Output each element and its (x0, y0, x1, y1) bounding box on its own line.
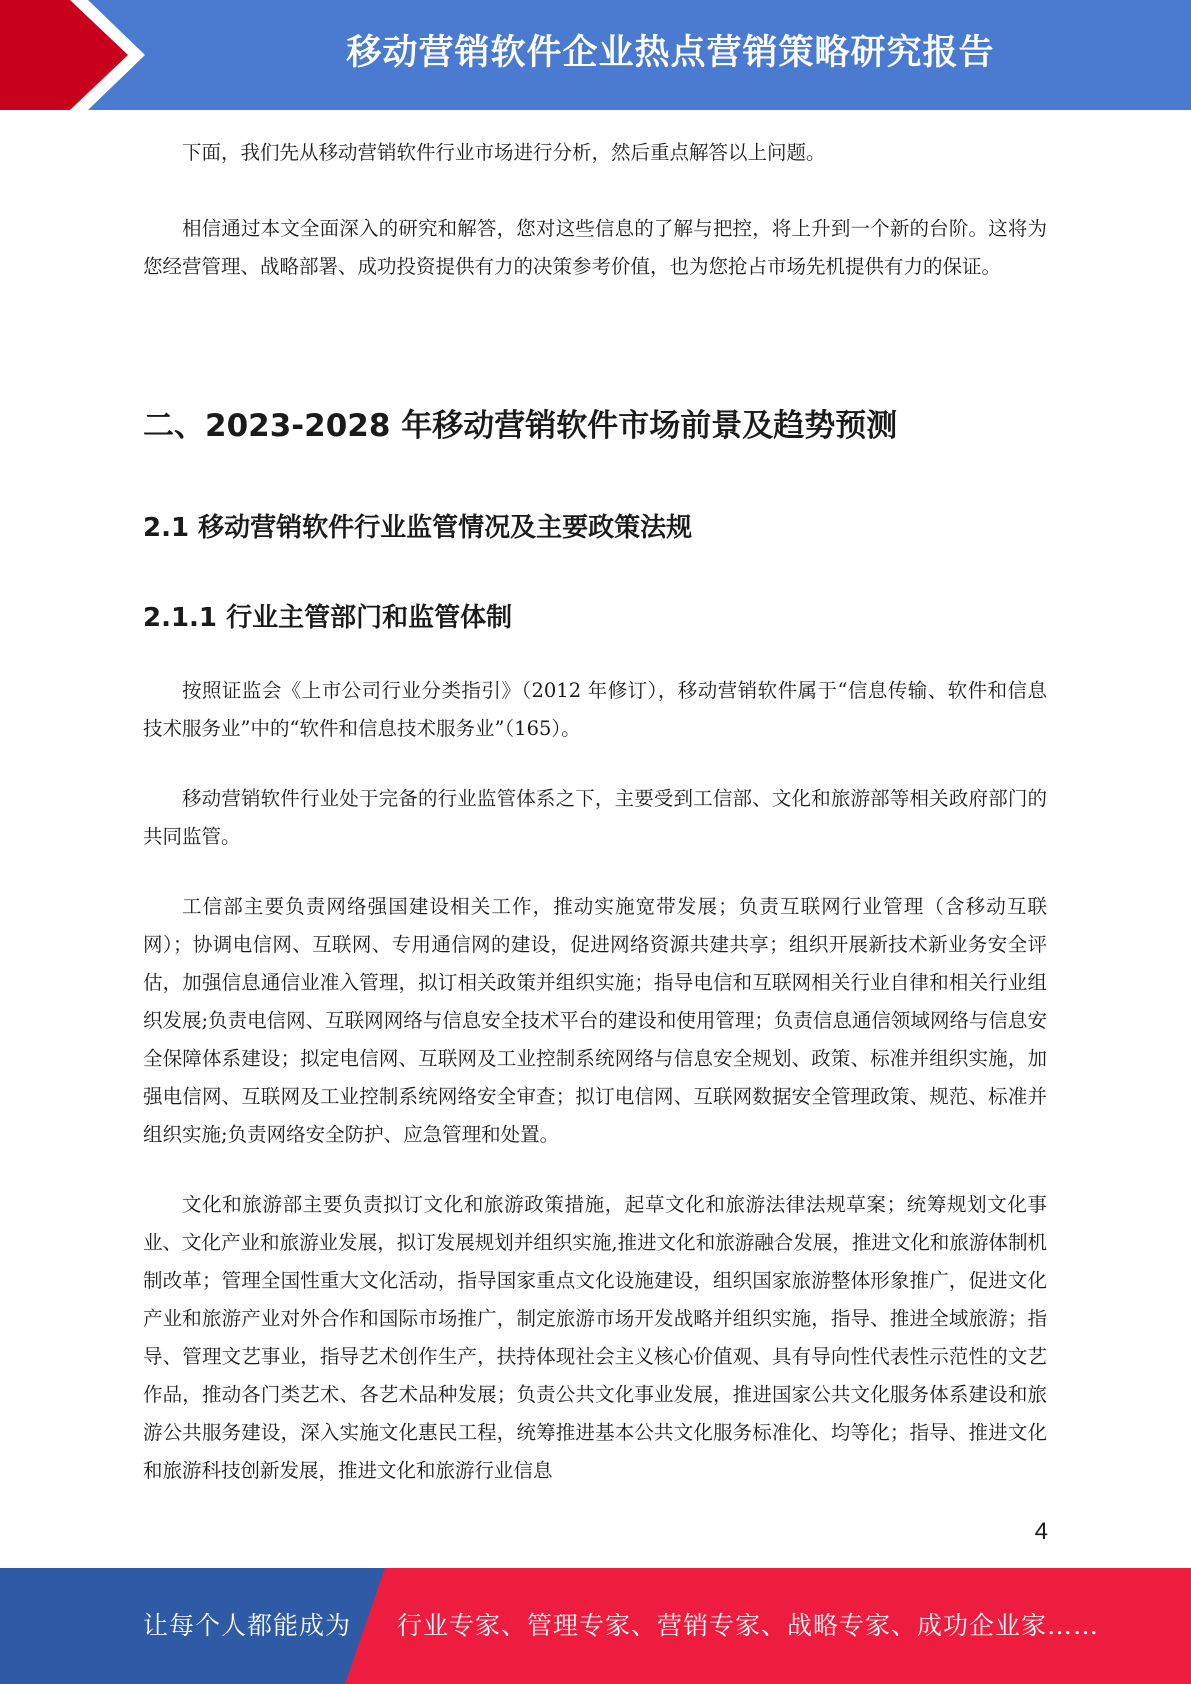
section-heading: 二、2023-2028 年移动营销软件市场前景及趋势预测 (143, 408, 898, 444)
paragraph-summary: 相信通过本文全面深入的研究和解答，您对这些信息的了解与把控，将上升到一个新的台阶。这将为您经营管理、战略部署、成功投资提供有力的决策参考价值，也为您抢占市场先机提供有力的保证。 (143, 217, 1047, 278)
subsection-heading: 2.1 移动营销软件行业监管情况及主要政策法规 (143, 513, 693, 543)
footer-slogan-left: 让每个人都能成为 (143, 1611, 352, 1640)
page-number: 4 (1034, 1518, 1048, 1545)
footer-slogan-right: 行业专家、管理专家、营销专家、战略专家、成功企业家…… (397, 1611, 1100, 1640)
page-header (0, 0, 1191, 110)
paragraph-classification: 按照证监会《上市公司行业分类指引》（2012 年修订），移动营销软件属于“信息传输、软件和信息技术服务业”中的“软件和信息技术服务业”（165）。 (143, 679, 1047, 740)
header-title: 移动营销软件企业热点营销策略研究报告 (346, 33, 995, 73)
subsubsection-heading: 2.1.1 行业主管部门和监管体制 (143, 603, 513, 633)
paragraph-intro: 下面，我们先从移动营销软件行业市场进行分析，然后重点解答以上问题。 (182, 141, 826, 164)
paragraph-regulators: 移动营销软件行业处于完备的行业监管体系之下，主要受到工信部、文化和旅游部等相关政府部门的共同监管。 (143, 787, 1047, 848)
paragraph-miit: 工信部主要负责网络强国建设相关工作，推动实施宽带发展；负责互联网行业管理（含移动互联网）；协调电信网、互联网、专用通信网的建设，促进网络资源共建共享；组织开展新技术新业务安全评估，加强信息通信业准入管理，拟订相关政策并组织实施；指导电信和互联网相关行业自律和相关行业组织发展;负责电信网、互联网网络与信息安全技术平台的建设和使用管理；负责信息通信领域网络与信息安全保障体系建设；拟定电信网、互联网及工业控制系统网络与信息安全规划、政策、标准并组织实施，加强电信网、互联网及工业控制系统网络安全审查；拟订电信网、互联网数据安全管理政策、规范、标准并组织实施;负责网络安全防护、应急管理和处置。 (143, 895, 1047, 1146)
page-footer (0, 1568, 1191, 1684)
paragraph-culture-tourism: 文化和旅游部主要负责拟订文化和旅游政策措施，起草文化和旅游法律法规草案；统筹规划文化事业、文化产业和旅游业发展，拟订发展规划并组织实施,推进文化和旅游融合发展，推进文化和旅游体制机制改革；管理全国性重大文化活动，指导国家重点文化设施建设，组织国家旅游整体形象推广，促进文化产业和旅游产业对外合作和国际市场推广，制定旅游市场开发战略并组织实施，指导、推进全域旅游；指导、管理文艺事业，指导艺术创作生产，扶持体现社会主义核心价值观、具有导向性代表性示范性的文艺作品，推动各门类艺术、各艺术品种发展；负责公共文化事业发展，推进国家公共文化服务体系建设和旅游公共服务建设，深入实施文化惠民工程，统筹推进基本公共文化服务标准化、均等化；指导、推进文化和旅游科技创新发展，推进文化和旅游行业信息 (143, 1193, 1047, 1482)
header-arrow-decoration (0, 0, 160, 110)
